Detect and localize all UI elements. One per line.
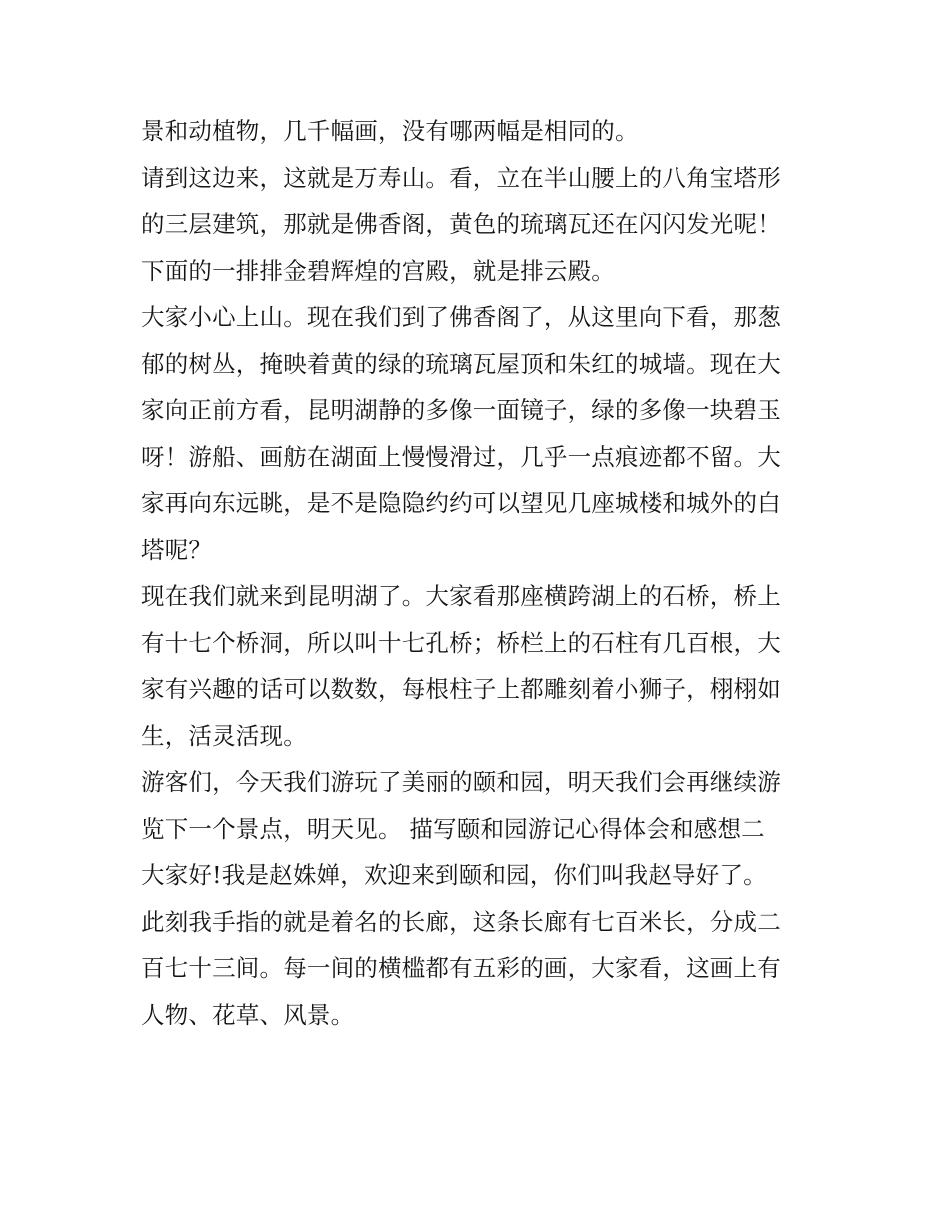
text-line: 家向正前方看，昆明湖静的多像一面镜子，绿的多像一块碧玉 (141, 396, 781, 424)
text-line: 览下一个景点，明天见。 描写颐和园游记心得体会和感想二 (141, 814, 765, 843)
text-line: 游客们，今天我们游玩了美丽的颐和园，明天我们会再继续游 (141, 768, 781, 796)
text-line: 家有兴趣的话可以数数，每根柱子上都雕刻着小狮子，栩栩如 (141, 675, 781, 703)
text-line: 郁的树丛，掩映着黄的绿的琉璃瓦屋顶和朱红的城墙。现在大 (141, 349, 781, 378)
text-line: 的三层建筑，那就是佛香阁，黄色的琉璃瓦还在闪闪发光呢！ (141, 210, 781, 238)
text-line: 人物、花草、风景。 (141, 1000, 355, 1029)
text-line: 生，活灵活现。 (141, 721, 307, 750)
body-text (141, 108, 821, 1038)
text-line: 请到这边来，这就是万寿山。看，立在半山腰上的八角宝塔形 (141, 163, 781, 192)
text-line: 此刻我手指的就是着名的长廊，这条长廊有七百米长，分成二 (141, 907, 781, 936)
text-line: 呀！游船、画舫在湖面上慢慢滑过，几乎一点痕迹都不留。大 (141, 442, 781, 471)
text-line: 下面的一排排金碧辉煌的宫殿，就是排云殿。 (141, 256, 615, 285)
text-line: 有十七个桥洞，所以叫十七孔桥；桥栏上的石柱有几百根，大 (141, 628, 781, 657)
text-line: 大家好!我是赵姝婵，欢迎来到颐和园，你们叫我赵导好了。 (141, 861, 767, 889)
text-line: 景和动植物，几千幅画，没有哪两幅是相同的。 (141, 117, 639, 145)
text-line: 现在我们就来到昆明湖了。大家看那座横跨湖上的石桥，桥上 (141, 582, 781, 610)
text-line: 百七十三间。每一间的横槛都有五彩的画，大家看，这画上有 (141, 954, 781, 982)
text-line: 大家小心上山。现在我们到了佛香阁了，从这里向下看，那葱 (141, 303, 781, 331)
text-line: 家再向东远眺，是不是隐隐约约可以望见几座城楼和城外的白 (141, 489, 781, 517)
text-line: 塔呢？ (141, 535, 213, 564)
